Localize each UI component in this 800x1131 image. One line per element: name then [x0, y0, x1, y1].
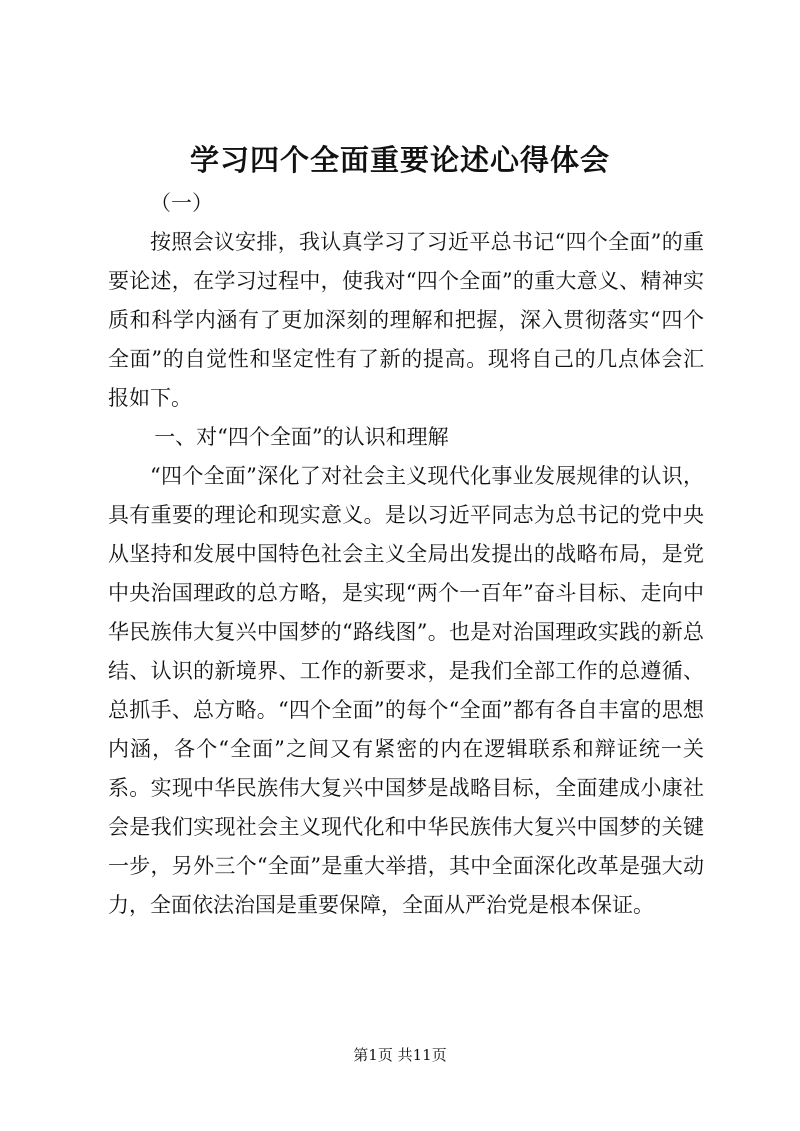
paragraph-intro: 按照会议安排，我认真学习了习近平总书记“四个全面”的重要论述，在学习过程中，使我对“四个全面”的重大意义、精神实质和科学内涵有了更加深刻的理解和把握，深入贯彻落实“四个全面”的自觉性和坚定性有了新的提高。现将自己的几点体会汇报如下。: [108, 230, 704, 410]
page-footer: [0, 1043, 800, 1067]
paragraph-understanding: “四个全面”深化了对社会主义现代化事业发展规律的认识，具有重要的理论和现实意义。是以习近平同志为总书记的党中央从坚持和发展中国特色社会主义全局出发提出的战略布局，是党中央治国理政的总方略，是实现“两个一百年”奋斗目标、走向中华民族伟大复兴中国梦的“路线图”。也是对治国理政实践的新总结、认识的新境界、工作的新要求，是我们全部工作的总遵循、总抓手、总方略。“四个全面”的每个“全面”都有各自丰富的思想内涵，各个“全面”之间又有紧密的内在逻辑联系和辩证统一关系。实现中华民族伟大复兴中国梦是战略目标，全面建成小康社会是我们实现社会主义现代化和中华民族伟大复兴中国梦的关键一步，另外三个“全面”是重大举措，其中全面深化改革是强大动力，全面依法治国是重要保障，全面从严治党是根本保证。: [108, 464, 704, 917]
document-title: 学习四个全面重要论述心得体会: [189, 143, 610, 177]
section-heading: 一、对“四个全面”的认识和理解: [154, 425, 449, 449]
section-marker: （一）: [150, 191, 213, 215]
page-number: 第1页 共11页: [353, 1046, 447, 1064]
document-body: [108, 184, 704, 925]
